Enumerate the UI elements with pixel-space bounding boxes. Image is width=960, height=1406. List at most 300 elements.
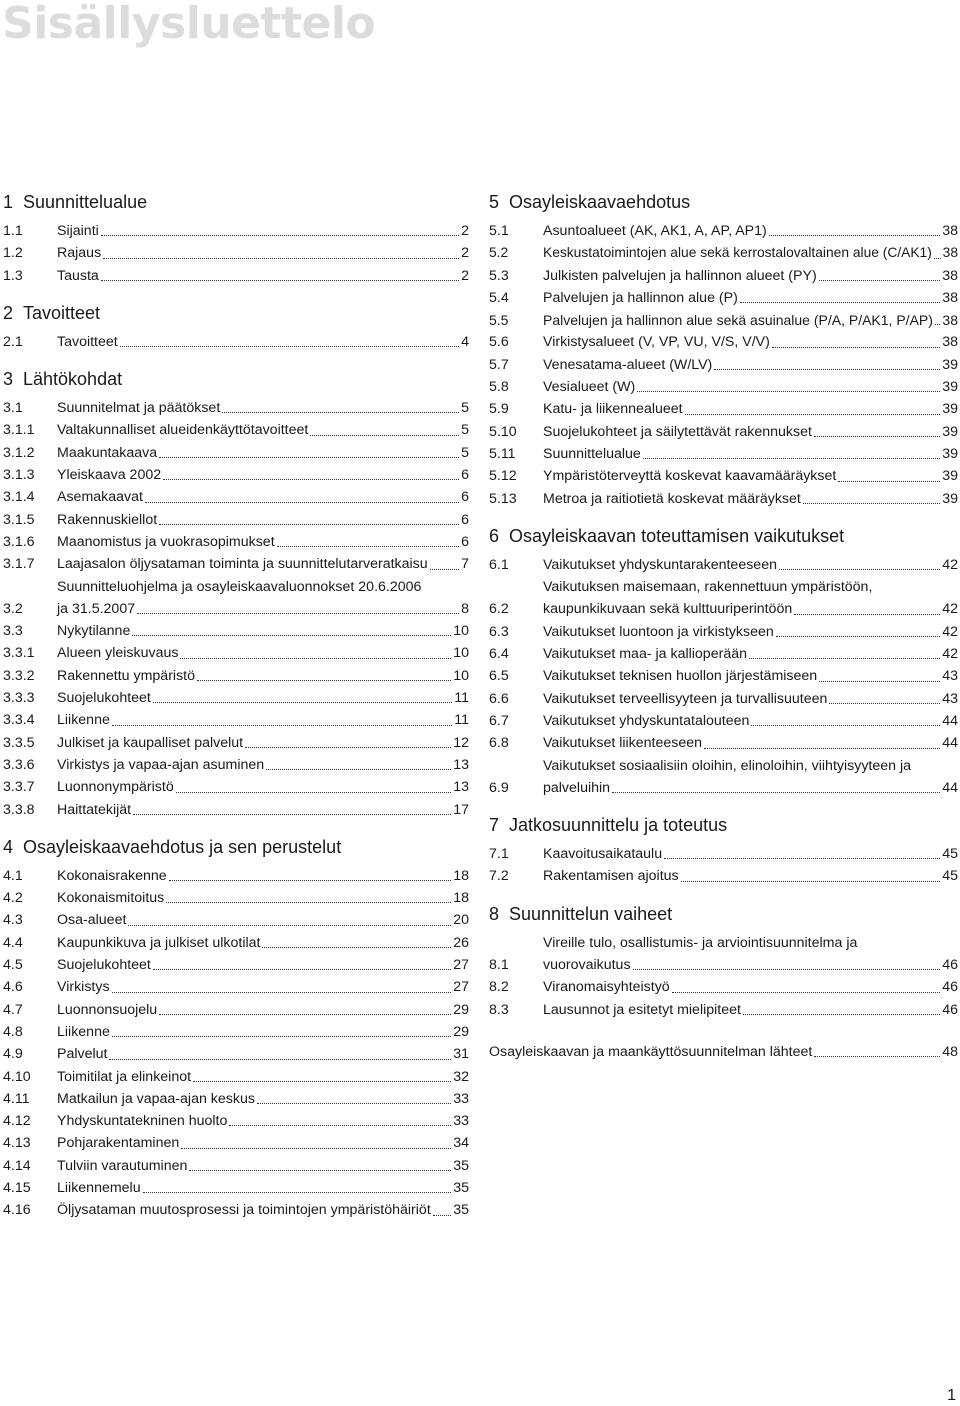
entry-page: 10 <box>453 667 469 684</box>
entry-page: 4 <box>461 333 469 350</box>
dot-leader <box>935 324 941 325</box>
entry-body <box>543 688 958 710</box>
section-heading <box>489 524 958 548</box>
entry-number: 4.5 <box>3 957 23 974</box>
dot-leader <box>163 479 459 480</box>
entry-text: Öljysataman muutosprosessi ja toimintojen ympäristöhäiriöt <box>57 1202 431 1219</box>
entry-text: Vaikutukset teknisen huollon järjestämiseen <box>543 668 818 685</box>
toc-entry[interactable] <box>489 843 958 865</box>
entry-number: 5.12 <box>489 468 517 485</box>
entry-body <box>543 220 958 242</box>
entry-body <box>57 932 469 954</box>
entry-number: 5.7 <box>489 356 509 373</box>
toc-entry[interactable] <box>3 642 469 664</box>
toc-entry[interactable] <box>489 643 958 665</box>
section-number: 6 <box>489 525 500 546</box>
entry-text: Viranomaisyhteistyö <box>543 979 670 996</box>
dot-leader <box>109 1059 451 1060</box>
section-heading <box>489 813 958 837</box>
entry-page: 18 <box>453 890 469 907</box>
section-heading <box>3 367 469 391</box>
entry-body <box>57 799 469 821</box>
toc-entry[interactable] <box>3 397 469 419</box>
toc-entry[interactable] <box>3 1177 469 1199</box>
entry-text: Lausunnot ja esitetyt mielipiteet <box>543 1001 741 1018</box>
dot-leader <box>159 457 459 458</box>
entry-text: Vaikutukset sosiaalisiin oloihin, elinoloihin, viihtyisyyteen ja <box>543 757 912 774</box>
entry-page: 45 <box>942 846 958 863</box>
entry-body <box>543 665 958 687</box>
dot-leader <box>181 1148 451 1149</box>
toc-entry[interactable] <box>489 755 958 800</box>
entry-page: 5 <box>461 444 469 461</box>
dot-leader <box>643 458 940 459</box>
entry-number: 3.3.5 <box>3 734 35 751</box>
entry-body <box>57 709 469 731</box>
entry-number: 8.1 <box>489 957 509 974</box>
toc-entry[interactable] <box>489 688 958 710</box>
entry-text: Suojelukohteet ja säilytettävät rakennukset <box>543 423 812 440</box>
toc-entry[interactable] <box>3 932 469 954</box>
entry-text: Suunnitteluohjelma ja osayleiskaavaluonnokset 20.6.2006 <box>57 578 422 595</box>
entry-page: 39 <box>942 356 958 373</box>
section-heading <box>3 301 469 325</box>
entry-number: 3.3.2 <box>3 667 35 684</box>
entry-body <box>57 464 469 486</box>
entry-number: 2.1 <box>3 333 23 350</box>
section-gap <box>3 821 469 831</box>
toc-entry[interactable] <box>3 754 469 776</box>
entry-text-line2 <box>543 777 958 799</box>
toc-entry[interactable] <box>489 488 958 510</box>
dot-leader <box>751 725 940 726</box>
toc-entry[interactable] <box>3 799 469 821</box>
entry-body <box>57 732 469 754</box>
entry-number: 5.10 <box>489 423 517 440</box>
entry-body <box>57 620 469 642</box>
toc-entry[interactable] <box>489 398 958 420</box>
entry-page: 38 <box>942 289 958 306</box>
toc-entry[interactable] <box>3 464 469 486</box>
entry-number: 5.6 <box>489 334 509 351</box>
dot-leader <box>128 925 451 926</box>
entry-page: 48 <box>942 1043 958 1060</box>
entry-number: 6.6 <box>489 690 509 707</box>
toc-entry[interactable] <box>489 376 958 398</box>
entry-body <box>543 242 958 264</box>
toc-entry[interactable] <box>489 865 958 887</box>
section-heading <box>3 190 469 214</box>
toc-entry[interactable] <box>3 1155 469 1177</box>
dot-leader <box>101 280 459 281</box>
entry-page: 27 <box>453 979 469 996</box>
dot-leader <box>749 658 940 659</box>
toc-entry[interactable] <box>489 621 958 643</box>
dot-leader <box>222 412 459 413</box>
dot-leader <box>633 969 941 970</box>
section-number: 7 <box>489 815 500 836</box>
toc-entry[interactable] <box>3 576 469 621</box>
entry-body <box>57 220 469 242</box>
entry-body <box>57 1155 469 1177</box>
toc-entry[interactable] <box>489 287 958 309</box>
toc-entry[interactable] <box>489 999 958 1021</box>
entry-page: 8 <box>461 600 469 617</box>
dot-leader <box>829 703 940 704</box>
entry-page: 39 <box>942 468 958 485</box>
entry-body <box>543 755 958 800</box>
toc-entry[interactable] <box>489 242 958 264</box>
entry-page: 26 <box>453 934 469 951</box>
section-title: Osayleiskaavaehdotus <box>509 192 691 212</box>
toc-entry[interactable] <box>489 443 958 465</box>
toc-entry[interactable] <box>3 865 469 887</box>
toc-entry[interactable] <box>3 1199 469 1221</box>
entry-body <box>57 1088 469 1110</box>
dot-leader <box>101 235 459 236</box>
section-number: 2 <box>3 302 14 323</box>
dot-leader <box>153 702 452 703</box>
entry-page: 43 <box>942 690 958 707</box>
toc-entry[interactable] <box>489 710 958 732</box>
toc-entry[interactable] <box>489 1041 958 1063</box>
dot-leader <box>176 792 451 793</box>
entry-number: 4.3 <box>3 912 23 929</box>
dot-leader <box>433 1215 451 1216</box>
toc-entry[interactable] <box>3 242 469 264</box>
entry-body <box>57 1021 469 1043</box>
entry-text: Yleiskaava 2002 <box>57 467 162 484</box>
dot-leader <box>740 302 940 303</box>
dot-leader <box>166 902 451 903</box>
dot-leader <box>779 569 940 570</box>
entry-text: Vaikutukset liikenteeseen <box>543 735 703 752</box>
section-title: Jatkosuunnittelu ja toteutus <box>509 815 728 836</box>
entry-page: 6 <box>461 533 469 550</box>
entry-number: 3.3.7 <box>3 779 35 796</box>
entry-page: 39 <box>942 379 958 396</box>
section-heading <box>3 835 469 859</box>
toc-entry[interactable] <box>489 554 958 576</box>
toc-entry[interactable] <box>3 331 469 353</box>
entry-text: Rajaus <box>57 245 102 262</box>
entry-number: 6.9 <box>489 779 509 796</box>
entry-number: 8.3 <box>489 1001 509 1018</box>
toc-entry[interactable] <box>3 419 469 441</box>
entry-number: 5.8 <box>489 379 509 396</box>
entry-page: 7 <box>461 556 469 573</box>
toc-entry[interactable] <box>3 265 469 287</box>
entry-page: 44 <box>942 779 958 796</box>
dot-leader <box>257 1103 451 1104</box>
entry-body <box>543 265 958 287</box>
entry-body <box>543 710 958 732</box>
dot-leader <box>266 769 451 770</box>
entry-text: Osa-alueet <box>57 912 127 929</box>
entry-body <box>57 397 469 419</box>
entry-page: 11 <box>454 712 469 729</box>
entry-text: Kaavoitusaikataulu <box>543 846 663 863</box>
entry-page: 10 <box>453 623 469 640</box>
dot-leader <box>132 635 451 636</box>
entry-body <box>57 576 469 621</box>
entry-number: 4.2 <box>3 890 23 907</box>
entry-text: Pohjarakentaminen <box>57 1135 180 1152</box>
entry-text: Liikennemelu <box>57 1179 141 1196</box>
dot-leader <box>245 747 451 748</box>
entry-body <box>543 621 958 643</box>
entry-number: 3.1.4 <box>3 489 35 506</box>
toc-entry[interactable] <box>3 1043 469 1065</box>
entry-body <box>57 754 469 776</box>
toc-entry[interactable] <box>3 442 469 464</box>
entry-text: Kokonaismitoitus <box>57 890 165 907</box>
entry-body <box>543 932 958 977</box>
toc-entry[interactable] <box>489 309 958 331</box>
entry-number: 4.7 <box>3 1001 23 1018</box>
entry-page: 42 <box>942 646 958 663</box>
toc-entry[interactable] <box>3 687 469 709</box>
entry-page: 32 <box>453 1068 469 1085</box>
dot-leader <box>193 1081 451 1082</box>
toc-entry[interactable] <box>3 999 469 1021</box>
entry-number: 1.3 <box>3 267 23 284</box>
dot-leader <box>189 1170 451 1171</box>
entry-text: Suunnittelualue <box>543 445 641 462</box>
entry-page: 38 <box>942 245 958 261</box>
entry-text: Sijainti <box>57 223 99 239</box>
entry-body <box>543 354 958 376</box>
toc-entry[interactable] <box>3 1132 469 1154</box>
entry-text: Vaikutukset terveellisyyteen ja turvallisuuteen <box>543 690 828 707</box>
entry-text-continued: vuorovaikutus <box>543 957 631 974</box>
entry-number: 1.2 <box>3 245 23 262</box>
entry-page: 27 <box>453 957 469 974</box>
entry-text: Tausta <box>57 267 99 284</box>
dot-leader <box>772 347 940 348</box>
entry-page: 43 <box>942 668 958 685</box>
dot-leader <box>664 858 940 859</box>
toc-entry[interactable] <box>489 576 958 621</box>
toc-entry[interactable] <box>3 954 469 976</box>
entry-body <box>57 553 469 575</box>
entry-body <box>543 443 958 465</box>
dot-leader <box>803 503 940 504</box>
entry-number: 7.2 <box>489 868 509 885</box>
entry-body <box>57 687 469 709</box>
toc-entry[interactable] <box>3 486 469 508</box>
entry-page: 38 <box>942 312 958 329</box>
entry-text: Matkailun ja vapaa-ajan keskus <box>57 1090 255 1107</box>
dot-leader <box>112 725 452 726</box>
entry-body <box>543 732 958 754</box>
entry-text: Venesatama-alueet (W/LV) <box>543 356 713 373</box>
entry-body <box>57 887 469 909</box>
toc-entry[interactable] <box>3 1066 469 1088</box>
entry-body <box>543 309 958 331</box>
toc-entry[interactable] <box>489 421 958 443</box>
entry-number: 3.1.1 <box>3 422 35 439</box>
entry-body <box>57 1066 469 1088</box>
toc-entry[interactable] <box>489 732 958 754</box>
entry-body <box>57 865 469 887</box>
toc-entry[interactable] <box>3 887 469 909</box>
dot-leader <box>112 1036 451 1037</box>
toc-entry[interactable] <box>3 976 469 998</box>
entry-number: 3.3.6 <box>3 756 35 773</box>
entry-number: 6.5 <box>489 668 509 685</box>
toc-entry[interactable] <box>3 1110 469 1132</box>
entry-body <box>543 576 958 621</box>
page-number: 1 <box>947 1387 956 1404</box>
entry-body <box>57 954 469 976</box>
dot-leader <box>112 992 452 993</box>
entry-number: 3.1.6 <box>3 533 35 550</box>
toc-entry[interactable] <box>489 220 958 242</box>
entry-number: 3.3.4 <box>3 712 35 729</box>
entry-page: 42 <box>942 623 958 640</box>
dot-leader <box>637 391 940 392</box>
toc-entry[interactable] <box>3 509 469 531</box>
entry-text: Rakennuskiellot <box>57 511 158 528</box>
dot-leader <box>612 792 940 793</box>
entry-number: 3.1.5 <box>3 511 35 528</box>
entry-page: 18 <box>453 867 469 884</box>
entry-body <box>543 999 958 1021</box>
entry-text: Laajasalon öljysataman toiminta ja suunnittelutarveratkaisu <box>57 556 428 573</box>
dot-leader <box>838 481 940 482</box>
section-number: 5 <box>489 192 500 212</box>
entry-number: 6.2 <box>489 601 509 618</box>
entry-body <box>57 1177 469 1199</box>
entry-page: 20 <box>453 912 469 929</box>
entry-page: 6 <box>461 511 469 528</box>
toc-entry[interactable] <box>3 709 469 731</box>
dot-leader <box>143 1192 452 1193</box>
section-title: Suunnittelualue <box>23 192 148 212</box>
entry-number: 4.13 <box>3 1135 31 1152</box>
dot-leader <box>310 435 459 436</box>
toc-entry[interactable] <box>489 465 958 487</box>
entry-body <box>57 976 469 998</box>
entry-text: Suunnitelmat ja päätökset <box>57 400 221 417</box>
toc-entry[interactable] <box>489 354 958 376</box>
toc-entry[interactable] <box>489 665 958 687</box>
entry-number: 6.1 <box>489 556 509 573</box>
toc-entry[interactable] <box>3 909 469 931</box>
section-title: Osayleiskaavaehdotus ja sen perustelut <box>23 836 342 857</box>
entry-number: 6.7 <box>489 712 509 729</box>
entry-text: Vaikutuksen maisemaan, rakennettuun ympäristöön, <box>543 579 873 596</box>
entry-body <box>57 486 469 508</box>
entry-text-continued: kaupunkikuvaan sekä kulttuuriperintöön <box>543 601 793 618</box>
entry-text: Rakennettu ympäristö <box>57 667 196 684</box>
entry-number: 5.9 <box>489 401 509 418</box>
entry-text: Kaupunkikuva ja julkiset ulkotilat <box>57 934 261 951</box>
toc-entry[interactable] <box>3 1088 469 1110</box>
entry-number: 5.13 <box>489 490 517 507</box>
dot-leader <box>685 414 941 415</box>
entry-body <box>57 509 469 531</box>
dot-leader <box>819 681 940 682</box>
toc-entry[interactable] <box>3 531 469 553</box>
entry-page: 2 <box>461 223 469 239</box>
entry-number: 5.2 <box>489 245 509 261</box>
entry-body <box>57 642 469 664</box>
toc-entry[interactable] <box>489 976 958 998</box>
entry-number: 4.8 <box>3 1023 23 1040</box>
toc-entry[interactable] <box>3 665 469 687</box>
entry-text: Palvelujen ja hallinnon alue sekä asuinalue (P/A, P/AK1, P/AP) <box>543 312 933 329</box>
toc-entry[interactable] <box>3 776 469 798</box>
entry-page: 42 <box>942 556 958 573</box>
section-number: 4 <box>3 836 14 857</box>
section-title: Osayleiskaavan toteuttamisen vaikutukset <box>509 525 845 546</box>
entry-text: Virkistys <box>57 979 110 996</box>
toc-entry[interactable] <box>3 1021 469 1043</box>
toc-entry[interactable] <box>489 331 958 353</box>
entry-text: Alueen yleiskuvaus <box>57 645 179 662</box>
toc-left-column <box>3 186 469 1222</box>
entry-text: Toimitilat ja elinkeinot <box>57 1068 192 1085</box>
entry-number: 3.3 <box>3 623 23 640</box>
entry-body <box>57 1199 469 1221</box>
entry-body <box>543 398 958 420</box>
entry-page: 33 <box>453 1090 469 1107</box>
entry-page: 35 <box>453 1157 469 1174</box>
dot-leader <box>153 969 451 970</box>
entry-page: 5 <box>461 400 469 417</box>
entry-text: Tavoitteet <box>57 333 118 350</box>
entry-body <box>57 665 469 687</box>
toc-entry[interactable] <box>3 732 469 754</box>
entry-text: Keskustatoimintojen alue sekä kerrostalovaltainen alue (C/AK1) <box>543 245 932 261</box>
dot-leader <box>120 346 459 347</box>
entry-text: Ympäristöterveyttä koskevat kaavamääräykset <box>543 468 837 485</box>
entry-page: 39 <box>942 401 958 418</box>
entry-body <box>543 331 958 353</box>
toc-entry[interactable] <box>3 620 469 642</box>
entry-number: 4.10 <box>3 1068 31 1085</box>
entry-body <box>57 1110 469 1132</box>
entry-page: 46 <box>942 957 958 974</box>
toc-entry[interactable] <box>489 932 958 977</box>
section-gap <box>489 799 958 809</box>
entry-number: 7.1 <box>489 846 509 863</box>
entry-text: Asemakaavat <box>57 489 143 506</box>
entry-number: 4.1 <box>3 867 23 884</box>
entry-page: 29 <box>453 1001 469 1018</box>
dot-leader <box>743 1014 940 1015</box>
toc-entry[interactable] <box>3 553 469 575</box>
entry-page: 42 <box>942 601 958 618</box>
entry-page: 6 <box>461 489 469 506</box>
entry-body <box>543 554 958 576</box>
toc-entry[interactable] <box>489 265 958 287</box>
dot-leader <box>262 947 451 948</box>
dot-leader <box>197 680 451 681</box>
entry-body <box>57 776 469 798</box>
section-number: 3 <box>3 369 14 390</box>
entry-number: 3.3.8 <box>3 801 35 818</box>
dot-leader <box>277 546 459 547</box>
entry-text: Valtakunnalliset alueidenkäyttötavoitteet <box>57 422 309 439</box>
dot-leader <box>133 814 451 815</box>
entry-text: Metroa ja raitiotietä koskevat määräykset <box>543 490 801 507</box>
section-title: Lähtökohdat <box>23 369 123 390</box>
entry-page: 35 <box>453 1202 469 1219</box>
toc-entry[interactable] <box>3 220 469 242</box>
